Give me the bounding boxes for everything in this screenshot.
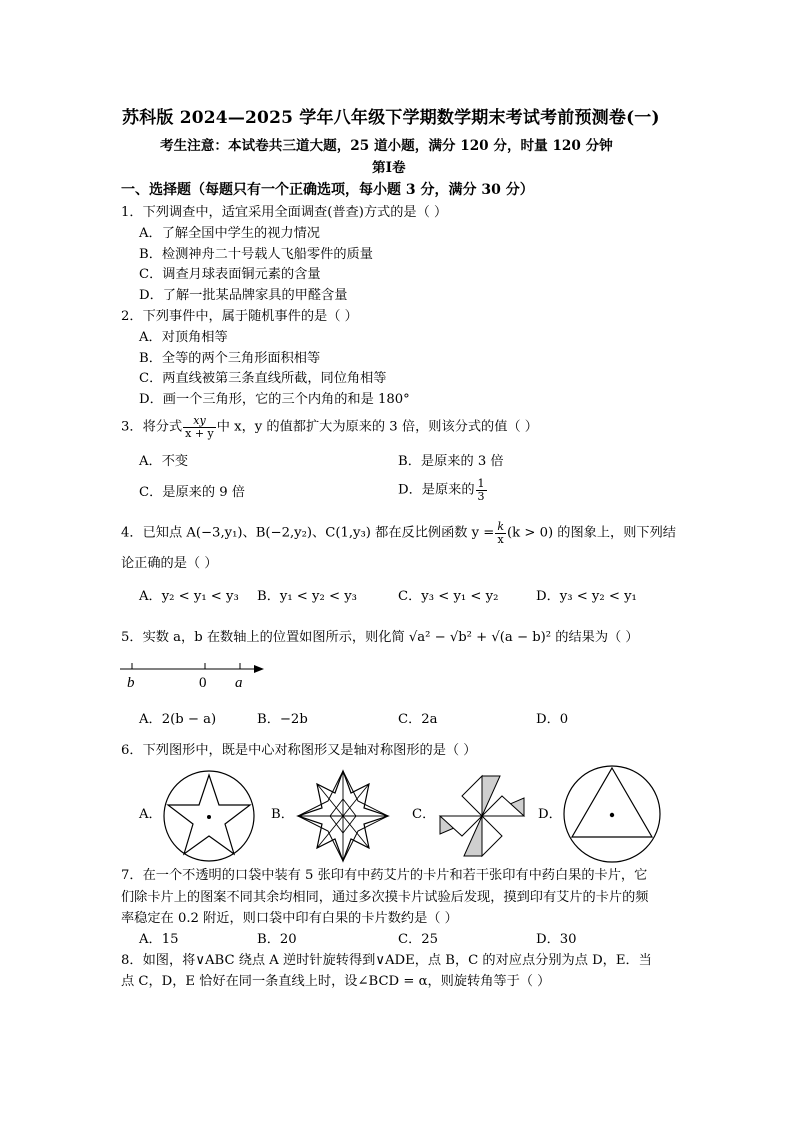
q2-option-d: D．画一个三角形，它的三个内角的和是 180° [139,392,410,407]
q4-option-a: A．y₂ < y₁ < y₃ [139,589,239,604]
exam-notice: 考生注意：本试卷共三道大题，25 道小题，满分 120 分，时量 120 分钟 [160,138,613,154]
q2-option-c: C．两直线被第三条直线所截，同位角相等 [139,371,387,386]
q4-option-b: B．y₁ < y₂ < y₃ [257,589,357,604]
q3-fraction [183,415,216,439]
volume-label: 第Ⅰ卷 [372,160,406,176]
q3-option-d-fraction [476,478,487,502]
q4-option-c: C．y₃ < y₁ < y₂ [398,589,499,604]
q3-stem-pre: 3．将分式 [121,419,183,435]
q5-option-a: A．2(b − a) [139,712,217,727]
number-line-label-b: b [127,675,135,691]
q3-d-den: 3 [477,489,485,503]
q7-line3: 率稳定在 0.2 附近，则口袋中印有白果的卡片数约是（ ） [121,911,458,926]
q4-fraction [495,521,506,545]
q6-option-d-label: D． [538,807,562,822]
q3-d-num: 1 [477,477,485,490]
q8-line1: 8．如图，将∨ABC 绕点 A 逆时针旋转得到∨ADE，点 B，C 的对应点分别为点 D，E．当 [121,953,652,968]
q7-option-c: C．25 [398,932,439,947]
number-line-arrow-icon [254,665,264,673]
q1-option-b: B．检测神舟二十号载人飞船零件的质量 [139,247,373,262]
q1-option-c: C．调查月球表面铜元素的含量 [139,267,321,282]
exam-title: 苏科版 2024—2025 学年八年级下学期数学期末考试考前预测卷(一) [122,108,660,128]
q3-option-a: A．不变 [139,454,189,469]
q6-stem: 6．下列图形中，既是中心对称图形又是轴对称图形的是（ ） [121,743,477,758]
q4-stem-post: (k > 0) 的图象上，则下列结 [507,525,676,541]
number-line-label-a: a [235,675,243,691]
q3-frac-num: xy [183,415,216,428]
q1-option-a: A．了解全国中学生的视力情况 [139,226,320,241]
q1-stem: 1．下列调查中，适宜采用全面调查(普查)方式的是（ ） [121,205,448,220]
q3-option-b: B．是原来的 3 倍 [398,454,504,469]
q2-stem: 2．下列事件中，属于随机事件的是（ ） [121,309,358,324]
q8-line2: 点 C，D，E 恰好在同一条直线上时，设∠BCD = α，则旋转角等于（ ） [121,974,551,989]
eight-point-star-icon [296,769,390,863]
q3-option-c: C．是原来的 9 倍 [139,485,245,500]
q6-option-c-label: C． [412,807,436,822]
q7-option-d: D．30 [536,932,577,947]
q3-stem [121,415,538,439]
q4-option-d: D．y₃ < y₂ < y₁ [536,589,637,604]
q6-option-a-label: A． [139,807,162,822]
q4-frac-num: k [497,520,504,533]
q5-option-c: C．2a [398,712,438,727]
star-in-circle-icon [162,769,256,863]
q3-frac-den: x + y [185,426,214,440]
q7-option-b: B．20 [257,932,297,947]
q6-option-b-label: B． [271,807,294,822]
q2-option-b: B．全等的两个三角形面积相等 [139,351,321,366]
q3-option-d [398,478,488,502]
q7-line2: 们除卡片上的图案不同其余均相同，通过多次摸卡片试验后发现，摸到印有艾片的卡片的频 [121,890,649,905]
q5-stem: 5．实数 a，b 在数轴上的位置如图所示，则化简 √a² − √b² + √(a − b)² 的结果为（ ） [121,630,639,645]
q4-stem-line2: 论正确的是（ ） [121,556,218,571]
number-line-figure [118,660,268,692]
q7-option-a: A．15 [139,932,179,947]
q4-stem-pre: 4．已知点 A(−3,y₁)、B(−2,y₂)、C(1,y₃) 都在反比例函数 y = [121,525,495,541]
q7-line1: 7．在一个不透明的口袋中装有 5 张印有中药艾片的卡片和若干张印有中药白果的卡片，它 [121,868,648,883]
triangle-in-circle-icon [562,764,662,864]
pinwheel-icon [434,770,534,862]
q3-stem-post: 中 x，y 的值都扩大为原来的 3 倍，则该分式的值（ ） [216,419,538,435]
q5-option-d: D．0 [536,712,569,727]
q1-option-d: D．了解一批某品牌家具的甲醛含量 [139,288,348,303]
q2-option-a: A．对顶角相等 [139,330,228,345]
number-line-label-0: 0 [199,675,207,691]
q4-stem-line1 [121,521,676,545]
q3-option-d-text: D．是原来的 [398,482,475,498]
section-heading: 一、选择题（每题只有一个正确选项，每小题 3 分，满分 30 分） [121,182,534,198]
q4-frac-den: x [497,532,504,546]
q5-option-b: B．−2b [257,712,308,727]
